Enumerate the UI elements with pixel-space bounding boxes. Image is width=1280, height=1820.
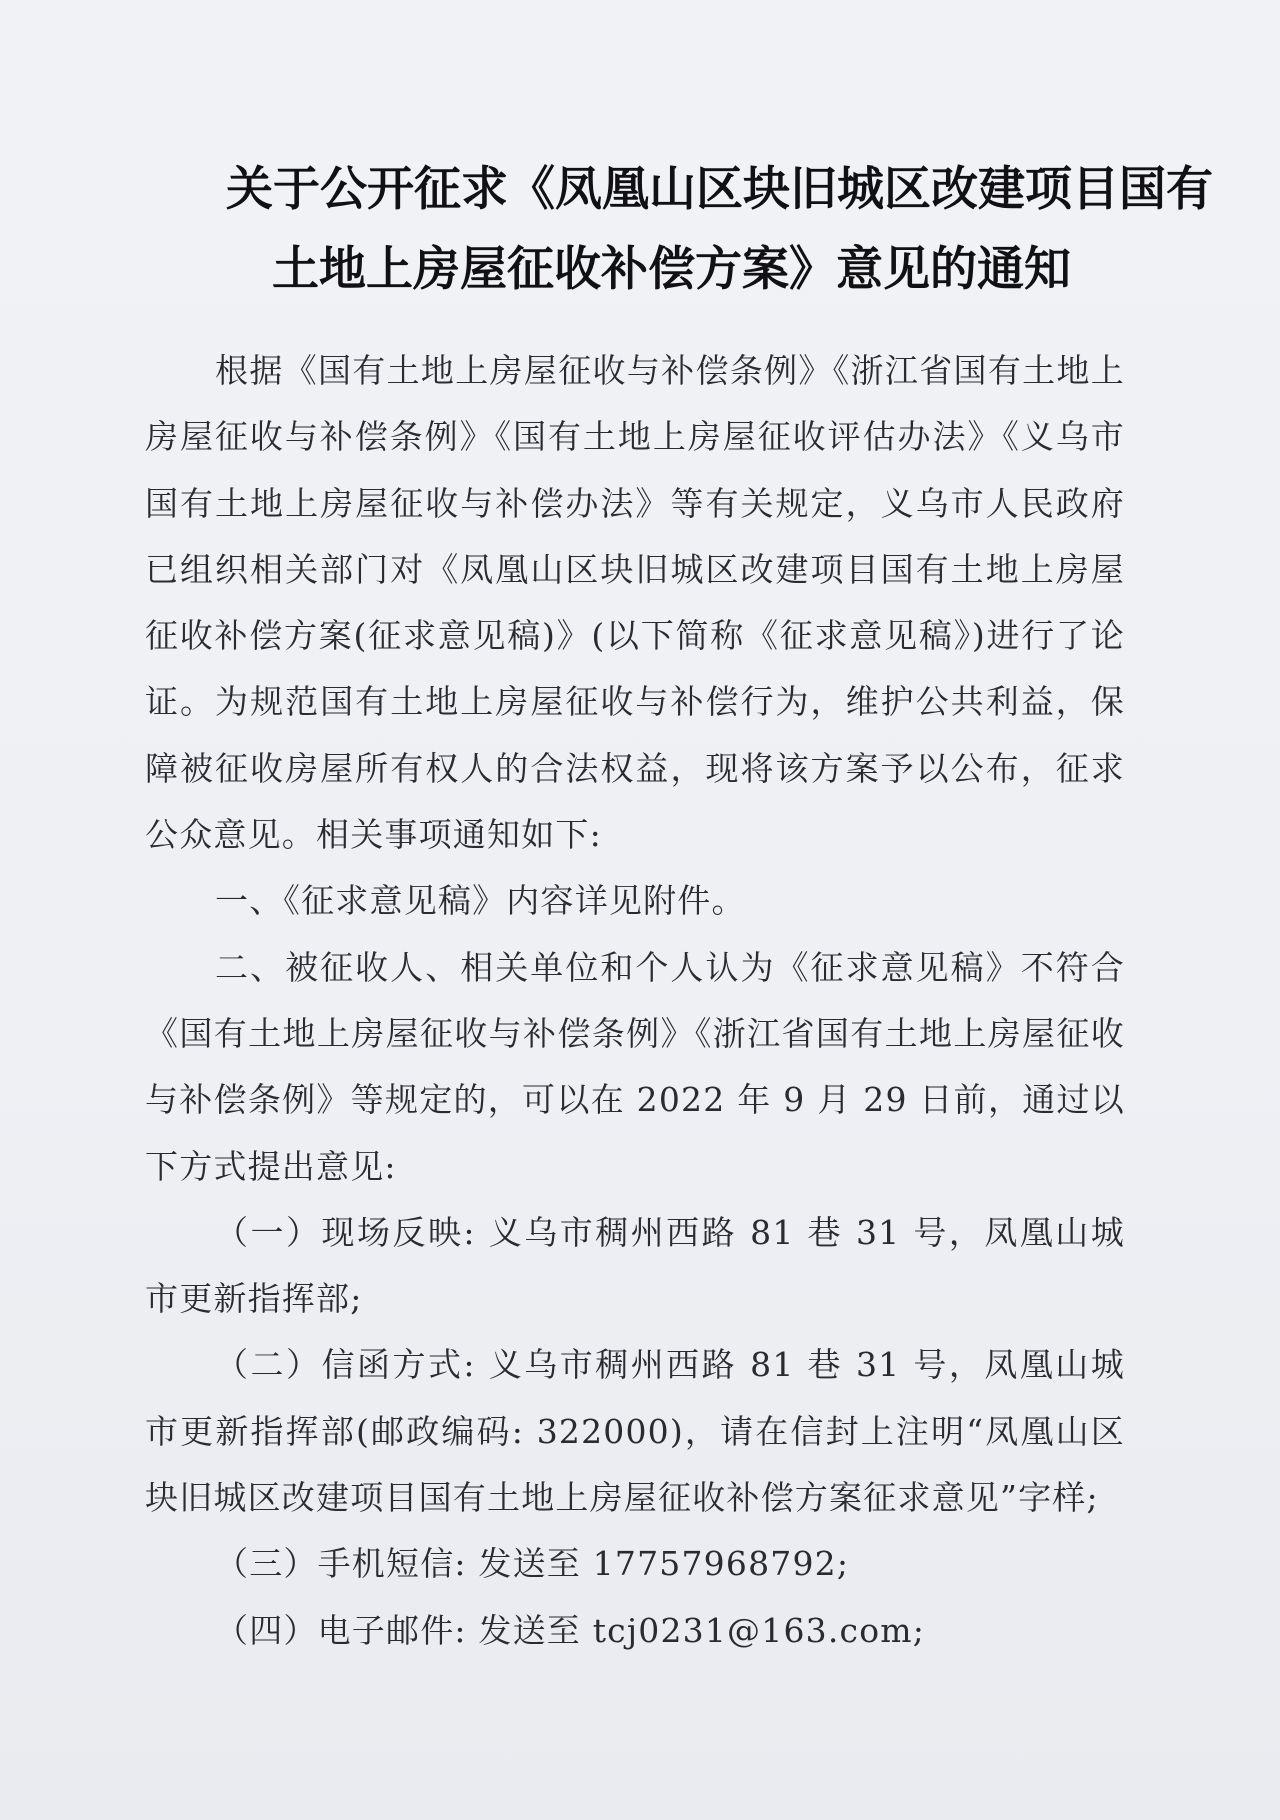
paragraph-onsite-feedback: （一）现场反映: 义乌市稠州西路 81 巷 31 号，凤凰山城市更新指挥部; [145, 1212, 1125, 1319]
title-line-1: 关于公开征求《凤凰山区块旧城区改建项目国有 [226, 162, 1213, 217]
document-title [0, 150, 1280, 310]
paragraph-item-2-submission: 二、被征收人、相关单位和个人认为《征求意见稿》不符合《国有土地上房屋征收与补偿条例》《浙江省国有土地上房屋征收与补偿条例》等规定的，可以在 2022 年 9 月 29 日前，通过以下方式提出意见: [145, 947, 1125, 1186]
document-body [145, 338, 1125, 1664]
paragraph-letter-method: （二）信函方式: 义乌市稠州西路 81 巷 31 号，凤凰山城市更新指挥部(邮政编码: 322000)，请在信封上注明“凤凰山区块旧城区改建项目国有土地上房屋征收补偿方案征求意见”字样; [145, 1345, 1125, 1518]
paragraph-legal-basis: 根据《国有土地上房屋征收与补偿条例》《浙江省国有土地上房屋征收与补偿条例》《国有土地上房屋征收评估办法》《义乌市国有土地上房屋征收与补偿办法》等有关规定，义乌市人民政府已组织相关部门对《凤凰山区块旧城区改建项目国有土地上房屋征收补偿方案(征求意见稿)》(以下简称《征求意见稿》)进行了论证。为规范国有土地上房屋征收与补偿行为，维护公共利益，保障被征收房屋所有权人的合法权益，现将该方案予以公布，征求公众意见。相关事项通知如下: [145, 351, 1125, 855]
paragraph-email-method: （四）电子邮件: 发送至 tcj0231@163.com; [215, 1610, 926, 1650]
paragraph-item-1-attachment: 一、《征求意见稿》内容详见附件。 [215, 881, 746, 921]
title-line-2: 土地上房屋征收补偿方案》意见的通知 [272, 242, 1071, 297]
paragraph-sms-method: （三）手机短信: 发送至 17757968792; [215, 1544, 850, 1584]
